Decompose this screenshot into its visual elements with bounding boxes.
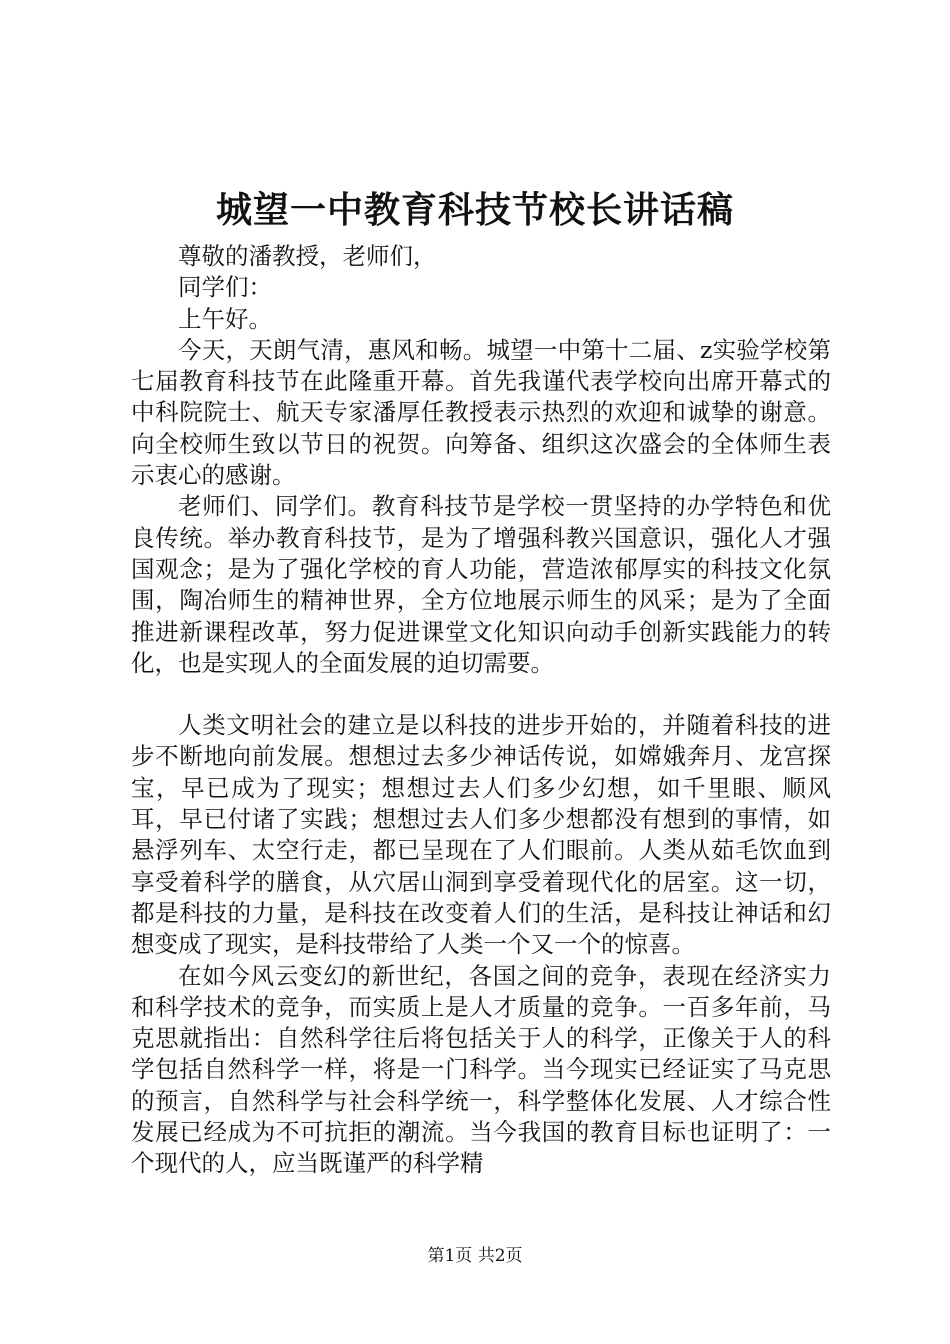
body-paragraph: 在如今风云变幻的新世纪，各国之间的竞争，表现在经济实力和科学技术的竞争，而实质上是人才质量的竞争。一百多年前，马克思就指出：自然科学往后将包括关于人的科学，正像关于人的科学包括自然科学一样，将是一门科学。当今现实已经证实了马克思的预言，自然科学与社会科学统一，科学整体化发展、人才综合性发展已经成为不可抗拒的潮流。当今我国的教育目标也证明了：一个现代的人，应当既谨严的科学精 (131, 961, 831, 1178)
paragraph-spacer (131, 679, 831, 710)
body-paragraph: 老师们、同学们。教育科技节是学校一贯坚持的办学特色和优良传统。举办教育科技节，是为了增强科教兴国意识，强化人才强国观念；是为了强化学校的育人功能，营造浓郁厚实的科技文化氛围，陶冶师生的精神世界，全方位地展示师生的风采；是为了全面推进新课程改革，努力促进课堂文化知识向动手创新实践能力的转化，也是实现人的全面发展的迫切需要。 (131, 492, 831, 677)
greeting-line: 同学们： (178, 273, 272, 302)
document-body (131, 241, 831, 1180)
body-paragraph: 人类文明社会的建立是以科技的进步开始的，并随着科技的进步不断地向前发展。想想过去多少神话传说，如嫦娥奔月、龙宫探宝，早已成为了现实；想想过去人们多少幻想，如千里眼、顺风耳，早已付诸了实践；想想过去人们多少想都没有想到的事情，如悬浮列车、太空行走，都已呈现在了人们眼前。人类从茹毛饮血到享受着科学的膳食，从穴居山洞到享受着现代化的居室。这一切，都是科技的力量，是科技在改变着人们的生活，是科技让神话和幻想变成了现实，是科技带给了人类一个又一个的惊喜。 (131, 711, 831, 959)
document-title: 城望一中教育科技节校长讲话稿 (215, 189, 734, 231)
body-paragraph: 今天，天朗气清，惠风和畅。城望一中第十二届、z实验学校第七届教育科技节在此隆重开幕。首先我谨代表学校向出席开幕式的中科院院士、航天专家潘厚任教授表示热烈的欢迎和诚挚的谢意。向全校师生致以节日的祝贺。向筹备、组织这次盛会的全体师生表示衷心的感谢。 (131, 335, 831, 490)
page-footer: 第1页 共2页 (427, 1246, 523, 1266)
greeting-line: 上午好。 (178, 304, 272, 333)
greeting-line: 尊敬的潘教授，老师们， (178, 242, 437, 270)
